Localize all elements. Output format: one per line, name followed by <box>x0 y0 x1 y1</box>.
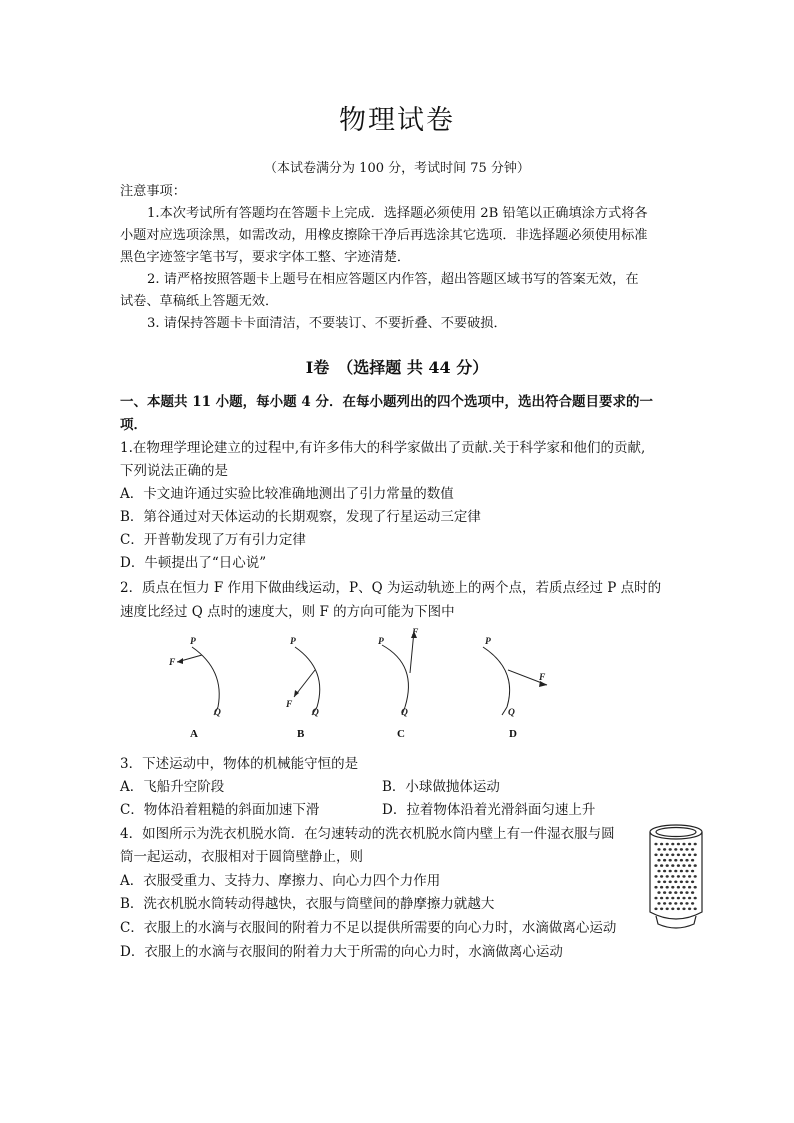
trajectory-curve-c <box>382 645 408 707</box>
notice-line: 小题对应选项涂黑，如需改动，用橡皮擦除干净后再选涂其它选项．非选择题必须使用标准 <box>120 228 648 243</box>
drum-hole <box>682 843 685 846</box>
label-p: P <box>290 637 296 647</box>
drum-hole <box>657 881 660 884</box>
drum-hole <box>674 870 677 873</box>
drum-hole <box>657 859 660 862</box>
drum-hole <box>674 891 677 894</box>
drum-hole <box>663 870 666 873</box>
drum-hole <box>677 843 680 846</box>
drum-hole <box>654 886 657 889</box>
figure-label-c: C <box>397 728 405 740</box>
label-q: Q <box>312 708 319 718</box>
question-4-option-c: C．衣服上的水滴与衣服间的附着力不足以提供所需要的向心力时，水滴做离心运动 <box>120 920 617 936</box>
drum-hole <box>669 848 672 851</box>
drum-hole <box>666 886 669 889</box>
drum-hole <box>666 864 669 867</box>
question-3-option-c: C．物体沿着粗糙的斜面加速下滑 <box>120 802 320 818</box>
drum-hole <box>691 881 694 884</box>
drum-hole <box>677 864 680 867</box>
figure-label-a: A <box>190 728 198 740</box>
trajectory-curve-b <box>295 647 320 707</box>
arrowhead-a <box>177 658 183 664</box>
drum-hole <box>691 859 694 862</box>
drum-hole <box>682 854 685 857</box>
question-4-stem: 筒一起运动，衣服相对于圆筒壁静止，则 <box>120 849 363 865</box>
drum-hole <box>660 875 663 878</box>
question-3-option-a: A．飞船升空阶段 <box>120 779 225 795</box>
drum-hole <box>694 908 697 911</box>
drum-hole <box>680 870 683 873</box>
drum-hole <box>694 864 697 867</box>
question-1-option-a: A．卡文迪许通过实验比较准确地测出了引力常量的数值 <box>120 486 454 502</box>
question-1-stem: 1.在物理学理论建立的过程中,有许多伟大的科学家做出了贡献.关于科学家和他们的贡献, <box>120 440 646 456</box>
notice-heading: 注意事项： <box>120 184 186 199</box>
drum-hole <box>694 875 697 878</box>
drum-hole <box>691 848 694 851</box>
drum-hole <box>682 886 685 889</box>
drum-hole <box>669 891 672 894</box>
drum-hole <box>669 870 672 873</box>
drum-hole <box>671 875 674 878</box>
drum-hole <box>660 908 663 911</box>
drum-hole <box>680 848 683 851</box>
question-2-stem: 2．质点在恒力 F 作用下做曲线运动，P、Q 为运动轨迹上的两个点，若质点经过 P 点时的 <box>120 580 662 596</box>
drum-hole <box>660 897 663 900</box>
drum-hole <box>688 843 691 846</box>
question-1-option-b: B．第谷通过对天体运动的长期观察，发现了行星运动三定律 <box>120 509 481 525</box>
drum-hole <box>657 891 660 894</box>
question-4-option-a: A．衣服受重力、支持力、摩擦力、向心力四个力作用 <box>120 873 441 889</box>
drum-hole <box>666 854 669 857</box>
drum-hole <box>682 875 685 878</box>
drum-hole <box>660 864 663 867</box>
question-2-stem: 速度比经过 Q 点时的速度大，则 F 的方向可能为下图中 <box>120 604 455 620</box>
drum-hole <box>688 886 691 889</box>
drum-hole <box>685 881 688 884</box>
drum-hole <box>677 886 680 889</box>
drum-hole <box>674 881 677 884</box>
label-p: P <box>378 637 384 647</box>
drum-hole <box>688 864 691 867</box>
drum-hole <box>671 854 674 857</box>
drum-hole <box>669 902 672 905</box>
notice-line: 3. 请保持答题卡卡面清洁，不要装订、不要折叠、不要破损． <box>147 316 507 331</box>
drum-hole <box>666 843 669 846</box>
label-p: P <box>485 637 491 647</box>
drum-hole <box>663 881 666 884</box>
label-f: F <box>539 673 546 683</box>
drum-hole <box>671 864 674 867</box>
drum-hole <box>654 864 657 867</box>
drum-hole <box>671 908 674 911</box>
drum-hole <box>680 881 683 884</box>
notice-line: 试卷、草稿纸上答题无效． <box>120 294 279 309</box>
drum-hole <box>677 908 680 911</box>
drum-hole <box>654 908 657 911</box>
drum-hole <box>682 864 685 867</box>
drum-hole <box>694 886 697 889</box>
drum-hole <box>680 902 683 905</box>
drum-hole <box>666 897 669 900</box>
drum-hole <box>694 854 697 857</box>
drum-hole <box>666 908 669 911</box>
drum-hole <box>680 891 683 894</box>
drum-hole <box>657 870 660 873</box>
drum-hole <box>660 886 663 889</box>
drum-hole <box>688 897 691 900</box>
drum-hole <box>677 854 680 857</box>
notice-line: 1.本次考试所有答题均在答题卡上完成．选择题必须使用 2B 铅笔以正确填涂方式将各 <box>147 206 648 221</box>
question-4-stem: 4．如图所示为洗衣机脱水筒．在匀速转动的洗衣机脱水筒内壁上有一件湿衣服与圆 <box>120 826 615 842</box>
figure-label-d: D <box>509 728 517 740</box>
drum-hole <box>654 854 657 857</box>
page-title: 物理试卷 <box>339 105 455 136</box>
label-f: F <box>412 628 419 638</box>
drum-hole <box>677 897 680 900</box>
drum-hole <box>663 859 666 862</box>
drum-hole <box>671 843 674 846</box>
trajectory-figure <box>150 625 570 745</box>
label-q: Q <box>401 708 408 718</box>
drum-hole <box>654 843 657 846</box>
drum-hole <box>657 902 660 905</box>
question-1-option-d: D．牛顿提出了“日心说” <box>120 555 267 571</box>
drum-hole <box>660 843 663 846</box>
drum-hole <box>671 897 674 900</box>
label-f: F <box>169 658 176 668</box>
label-q: Q <box>508 708 515 718</box>
drum-hole <box>685 891 688 894</box>
question-1-option-c: C．开普勒发现了万有引力定律 <box>120 532 306 548</box>
drum-hole <box>674 848 677 851</box>
drum-hole <box>691 902 694 905</box>
drum-hole <box>654 897 657 900</box>
drum-hole <box>660 854 663 857</box>
drum-hole <box>671 886 674 889</box>
drum-hole <box>663 902 666 905</box>
question-3-option-d: D．拉着物体沿着光滑斜面匀速上升 <box>382 802 596 818</box>
question-1-stem: 下列说法正确的是 <box>120 463 228 479</box>
section-title: Ⅰ卷 （选择题 共 44 分） <box>305 358 489 377</box>
figure-label-b: B <box>297 728 305 740</box>
question-4-option-d: D．衣服上的水滴与衣服间的附着力大于所需的向心力时，水滴做离心运动 <box>120 944 563 960</box>
notice-line: 2. 请严格按照答题卡上题号在相应答题区内作答，超出答题区域书写的答案无效，在 <box>147 272 639 287</box>
drum-hole <box>691 891 694 894</box>
drum-hole <box>685 902 688 905</box>
drum-hole <box>654 875 657 878</box>
question-3-option-b: B．小球做抛体运动 <box>382 779 500 795</box>
label-f: F <box>286 700 293 710</box>
question-3-stem: 3．下述运动中，物体的机械能守恒的是 <box>120 756 359 772</box>
drum-hole <box>685 870 688 873</box>
drum-hole <box>685 859 688 862</box>
drum-hole <box>674 902 677 905</box>
drum-hole <box>688 908 691 911</box>
drum-hole <box>682 897 685 900</box>
trajectory-curve-a <box>192 647 219 707</box>
label-q: Q <box>214 708 221 718</box>
trajectory-curve-d <box>483 647 510 707</box>
drum-hole <box>663 848 666 851</box>
part-instructions: 项． <box>120 417 147 433</box>
drum-hole <box>680 859 683 862</box>
spin-drum-illustration <box>645 822 707 932</box>
drum-hole <box>694 843 697 846</box>
label-p: P <box>190 637 196 647</box>
drum-hole <box>688 875 691 878</box>
drum-hole <box>685 848 688 851</box>
part-instructions: 一、本题共 11 小题，每小题 4 分．在每小题列出的四个选项中，选出符合题目要求的一 <box>120 394 653 410</box>
drum-hole <box>657 848 660 851</box>
question-4-option-b: B．洗衣机脱水筒转动得越快，衣服与筒壁间的静摩擦力就越大 <box>120 896 495 912</box>
drum-hole <box>666 875 669 878</box>
drum-hole <box>669 881 672 884</box>
drum-hole <box>669 859 672 862</box>
notice-line: 黑色字迹签字笔书写，要求字体工整、字迹清楚． <box>120 250 411 265</box>
drum-hole <box>688 854 691 857</box>
drum-hole <box>663 891 666 894</box>
exam-info: （本试卷满分为 100 分，考试时间 75 分钟） <box>264 161 530 176</box>
drum-hole <box>691 870 694 873</box>
drum-hole <box>694 897 697 900</box>
drum-hole <box>674 859 677 862</box>
drum-hole <box>677 875 680 878</box>
drum-hole <box>682 908 685 911</box>
